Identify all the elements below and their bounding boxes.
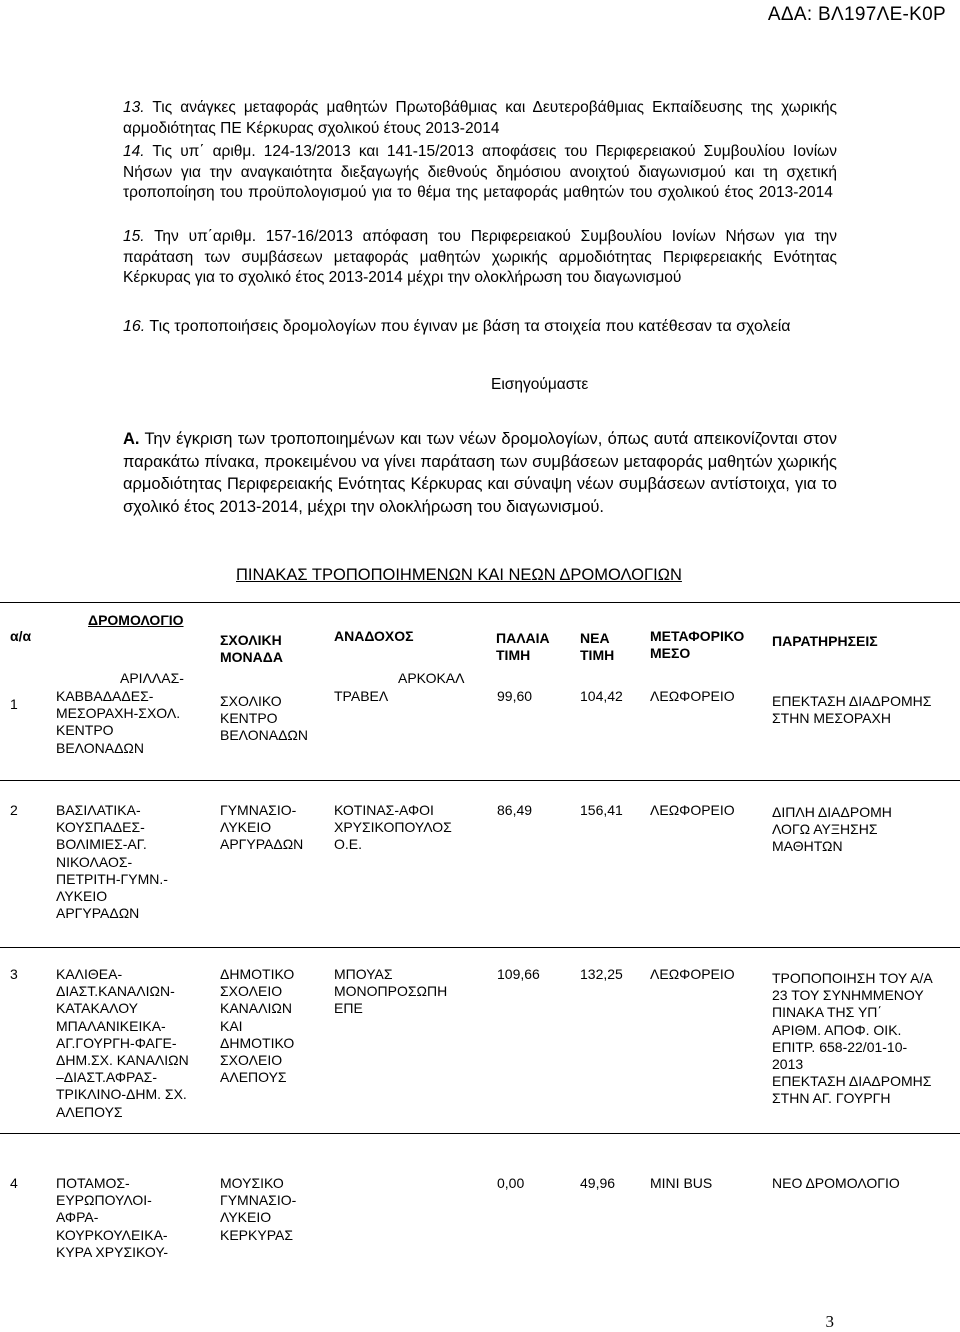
- table-rule: [0, 602, 960, 603]
- list-item-14: [123, 142, 837, 204]
- row4-route: ΠΟΤΑΜΟΣ- ΕΥΡΩΠΟΥΛΟΙ- ΑΦΡΑ- ΚΟΥΡΚΟΥΛΕΙΚΑ- ΚΥΡΑ ΧΡΥΣΙΚΟΥ-: [56, 1175, 169, 1260]
- page-number: 3: [825, 1312, 834, 1331]
- row3-vehicle: ΛΕΩΦΟΡΕΙΟ: [650, 966, 735, 982]
- row1-new-price: 104,42: [580, 688, 623, 704]
- item-text: Τις υπ΄ αριθμ. 124-13/2013 και 141-15/2013 αποφάσεις του Περιφερειακού Συμβουλίου Ιονίων Νήσων για την αναγκαιότητα διεξαγωγής διεθνούς δημόσιου ανοιχτού διαγωνισμού και τη σχετική τροποποίηση του προϋπολογισμού για το θέμα της μεταφοράς μαθητών του σχολικού έτος 2013-2014: [123, 143, 838, 201]
- row1-remarks: ΕΠΕΚΤΑΣΗ ΔΙΑΔΡΟΜΗΣ ΣΤΗΝ ΜΕΣΟΡΑΧΗ: [772, 693, 932, 727]
- list-item-15: [123, 227, 837, 289]
- row3-new-price: 132,25: [580, 966, 623, 982]
- item-text: Τις τροποποιήσεις δρομολογίων που έγιναν με βάση τα στοιχεία που κατέθεσαν τα σχολεία: [149, 318, 791, 335]
- row2-aa: 2: [10, 802, 18, 818]
- ada-code: ΑΔΑ: ΒΛ197ΛΕ-Κ0Ρ: [767, 4, 946, 25]
- item-number: 14.: [123, 143, 145, 160]
- table-title: ΠΙΝΑΚΑΣ ΤΡΟΠΟΠΟΙΗΜΕΝΩΝ ΚΑΙ ΝΕΩΝ ΔΡΟΜΟΛΟΓΙΩΝ: [236, 566, 682, 584]
- table-rule: [0, 947, 960, 948]
- row3-school: ΔΗΜΟΤΙΚΟ ΣΧΟΛΕΙΟ ΚΑΝΑΛΙΩΝ ΚΑΙ ΔΗΜΟΤΙΚΟ ΣΧΟΛΕΙΟ ΑΛΕΠΟΥΣ: [220, 966, 295, 1086]
- row1-contractor: ΤΡΑΒΕΛ: [334, 688, 389, 704]
- row3-aa: 3: [10, 966, 18, 982]
- row2-route: ΒΑΣΙΛΑΤΙΚΑ- ΚΟΥΣΠΑΔΕΣ- ΒΟΛΙΜΙΕΣ-ΑΓ. ΝΙΚΟΛΑΟΣ- ΠΕΤΡΙΤΗ-ΓΥΜΝ.- ΛΥΚΕΙΟ ΑΡΓΥΡΑΔΩΝ: [56, 802, 168, 922]
- row1-old-price: 99,60: [497, 688, 533, 704]
- header-vehicle: ΜΕΤΑΦΟΡΙΚΟ ΜΕΣΟ: [650, 628, 745, 662]
- item-text: Την υπ΄αριθμ. 157-16/2013 απόφαση του Περιφερειακού Συμβουλίου Ιονίων Νήσων για την παράταση των συμβάσεων μεταφοράς μαθητών χωρικής αρμοδιότητας Περιφερειακής Ενότητας Κέρκυρας για το σχολικό έτος 2013-2014 μέχρι την ολοκλήρωση του διαγωνισμού: [123, 228, 837, 286]
- row4-new-price: 49,96: [580, 1175, 616, 1191]
- row1-route-top: ΑΡΙΛΛΑΣ-: [120, 670, 184, 686]
- row2-contractor: ΚΟΤΙΝΑΣ-ΑΦΟΙ ΧΡΥΣΙΚΟΠΟΥΛΟΣ Ο.Ε.: [334, 802, 452, 853]
- row2-remarks: ΔΙΠΛΗ ΔΙΑΔΡΟΜΗ ΛΟΓΩ ΑΥΞΗΣΗΣ ΜΑΘΗΤΩΝ: [772, 804, 892, 855]
- item-number: 15.: [123, 228, 145, 245]
- row2-old-price: 86,49: [497, 802, 533, 818]
- list-item-13: [123, 98, 837, 139]
- table-rule: [0, 1133, 960, 1134]
- header-route: ΔΡΟΜΟΛΟΓΙΟ: [88, 612, 184, 628]
- row2-school: ΓΥΜΝΑΣΙΟ- ΛΥΚΕΙΟ ΑΡΓΥΡΑΔΩΝ: [220, 802, 304, 853]
- row4-aa: 4: [10, 1175, 18, 1191]
- proposal-heading: Εισηγούμαστε: [491, 376, 589, 393]
- header-new-price: ΝΕΑ ΤΙΜΗ: [580, 630, 615, 664]
- row2-vehicle: ΛΕΩΦΟΡΕΙΟ: [650, 802, 735, 818]
- item-text: Τις ανάγκες μεταφοράς μαθητών Πρωτοβάθμιας και Δευτεροβάθμιας Εκπαίδευσης της χωρικής αρμοδιότητας ΠΕ Κέρκυρας σχολικού έτους 2013-2014: [123, 99, 837, 137]
- row4-vehicle: MINI BUS: [650, 1175, 713, 1191]
- row4-remarks: ΝΕΟ ΔΡΟΜΟΛΟΓΙΟ: [772, 1175, 900, 1191]
- paragraph-label: Α.: [123, 430, 140, 448]
- row1-school: ΣΧΟΛΙΚΟ ΚΕΝΤΡΟ ΒΕΛΟΝΑΔΩΝ: [220, 693, 308, 744]
- list-item-16: [123, 316, 837, 338]
- paragraph-text: Την έγκριση των τροποποιημένων και των νέων δρομολογίων, όπως αυτά απεικονίζονται στον παρακάτω πίνακα, προκειμένου να γίνει παράταση των συμβάσεων μεταφοράς μαθητών χωρικής αρμοδιότητας Περιφερειακής Ενότητας Κέρκυρας και σύναψη νέων συμβάσεων αντίστοιχα, για το σχολικό έτος 2013-2014, μέχρι την ολοκλήρωση του διαγωνισμού.: [123, 430, 837, 516]
- row1-contractor-top: ΑΡΚΟΚΑΛ: [398, 670, 465, 686]
- row2-new-price: 156,41: [580, 802, 623, 818]
- row3-route: ΚΑΛΙΘΕΑ- ΔΙΑΣΤ.ΚΑΝΑΛΙΩΝ- ΚΑΤΑΚΑΛΟΥ ΜΠΑΛΑΝΙΚΕΙΚΑ- ΑΓ.ΓΟΥΡΓΗ-ΦΑΓΕ- ΔΗΜ.ΣΧ. ΚΑΝΑΛΙΩΝ –ΔΙΑΣΤ.ΑΦΡΑΣ- ΤΡΙΚΛΙΝΟ-ΔΗΜ. ΣΧ. ΑΛΕΠΟΥΣ: [56, 966, 189, 1120]
- table-rule: [0, 780, 960, 781]
- item-number: 16.: [123, 318, 146, 335]
- row1-vehicle: ΛΕΩΦΟΡΕΙΟ: [650, 688, 735, 704]
- header-remarks: ΠΑΡΑΤΗΡΗΣΕΙΣ: [772, 633, 878, 649]
- header-aa: α/α: [10, 628, 32, 644]
- header-school: ΣΧΟΛΙΚΗ ΜΟΝΑΔΑ: [220, 632, 283, 666]
- row4-old-price: 0,00: [497, 1175, 525, 1191]
- paragraph-a: [123, 428, 837, 518]
- row1-aa: 1: [10, 696, 18, 712]
- row3-remarks: ΤΡΟΠΟΠΟΙΗΣΗ ΤΟΥ Α/Α 23 ΤΟΥ ΣΥΝΗΜΜΕΝΟΥ ΠΙΝΑΚΑ ΤΗΣ ΥΠ΄ ΑΡΙΘΜ. ΑΠΟΦ. ΟΙΚ. ΕΠΙΤΡ. 658-22/01-10- 2013 ΕΠΕΚΤΑΣΗ ΔΙΑΔΡΟΜΗΣ ΣΤΗΝ ΑΓ. ΓΟΥΡΓΗ: [772, 970, 933, 1107]
- header-old-price: ΠΑΛΑΙΑ ΤΙΜΗ: [496, 630, 550, 664]
- row3-contractor: ΜΠΟΥΑΣ ΜΟΝΟΠΡΟΣΩΠΗ ΕΠΕ: [334, 966, 448, 1017]
- row1-route: ΚΑΒΒΑΔΑΔΕΣ- ΜΕΣΟΡΑΧΗ-ΣΧΟΛ. ΚΕΝΤΡΟ ΒΕΛΟΝΑΔΩΝ: [56, 688, 181, 756]
- header-contractor: ΑΝΑΔΟΧΟΣ: [334, 628, 414, 644]
- row4-school: ΜΟΥΣΙΚΟ ΓΥΜΝΑΣΙΟ- ΛΥΚΕΙΟ ΚΕΡΚΥΡΑΣ: [220, 1175, 297, 1243]
- row3-old-price: 109,66: [497, 966, 540, 982]
- item-number: 13.: [123, 99, 145, 116]
